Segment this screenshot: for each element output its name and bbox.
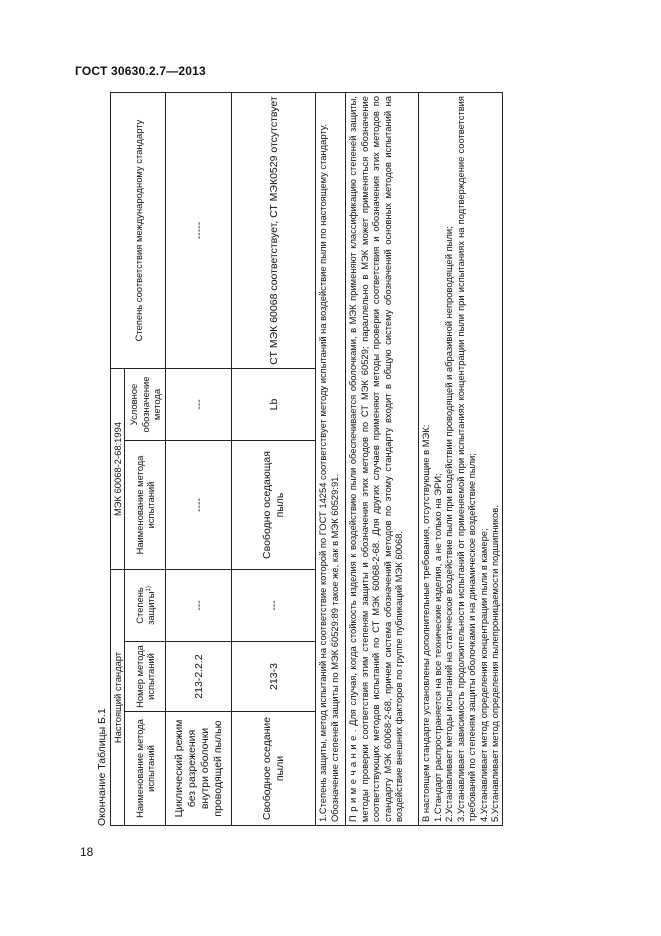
footnote-2: Обозначение степеней защиты по МЭК 60529:89 такое же, как в МЭК 60529:91. — [328, 474, 340, 822]
header-protection — [125, 570, 166, 642]
row1-degree: ----- — [166, 93, 232, 369]
row1-number: 213-2.2.2 — [166, 642, 232, 712]
row2-name: Свободное оседание пыли — [232, 712, 316, 826]
header-method-name: Наименование метода испытаний — [125, 712, 166, 826]
additional-requirements-cell — [419, 93, 502, 826]
note-cell — [346, 93, 419, 826]
list-item: 4.Устанавливает метод определения концентрации пыли в камере; — [477, 528, 489, 822]
footnote-marker: 1) — [146, 586, 153, 592]
footnote-1: 1.Степень защиты, метод испытаний на соответствие которой по ГОСТ 14254 соответствует методу испытаний на воздействие пыли по настоящему стандарту. — [317, 123, 329, 822]
list-item: 3.Устанавливает зависимость продолжительности испытаний от применяемой при испытаниях концентрации пыли при испытаниях на подтверждение соответствия требований по степеням защиты оболочками и на динамическое воздействие пыли; — [454, 96, 478, 822]
row2-degree: СТ МЭК 60068 соответствует, СТ МЭК0529 отсутствует — [232, 93, 316, 369]
header-degree-intl: Степень соответствия международному стандарту — [111, 93, 166, 369]
list-item: 1.Стандарт распространяется на все технические изделия, а не только на ЭРИ; — [431, 473, 443, 822]
header-iec-method-name: Наименование метода испытаний — [125, 441, 166, 570]
page-number: 18 — [80, 845, 94, 859]
note-label: П р и м е ч а н и е . — [347, 729, 359, 822]
row1-iec-name: ---- — [166, 441, 232, 570]
rotated-table-area — [96, 93, 506, 826]
row2-iec-name: Свободно оседающая пыль — [232, 441, 316, 570]
header-method-number: Номер метода испытаний — [125, 642, 166, 712]
row2-iec-designation: Lb — [232, 369, 316, 441]
document-header: ГОСТ 30630.2.7—2013 — [75, 64, 206, 78]
header-protection-text: Степень защиты — [134, 587, 157, 625]
row2-protection: --- — [232, 570, 316, 642]
row1-iec-designation: --- — [166, 369, 232, 441]
table-caption: Окончание Таблицы Б.1 — [96, 708, 108, 826]
list-item: 2.Устанавливает методы испытаний на статическое воздействие пыли при воздействии проводящей и абразивной непроводящей пыли; — [443, 226, 455, 822]
table-row — [232, 93, 316, 826]
footnote-cell — [316, 93, 346, 826]
row1-name: Циклический режим без разрежения внутри оболочки проводящей пылью — [166, 712, 232, 826]
row2-number: 213-3 — [232, 642, 316, 712]
note-text: Для случая, когда стойкость изделия к воздействию пыли обеспечивается оболочками, в МЭК применяют классификацию степеней защиты, методы проверки соответствия этим степеням защиты и обозначения этих методов по СТ МЭК 60529; параллельно в МЭК может применяться обозначение соответствующих методов испытаний по СТ МЭК 60068-2-68. Для других случаев применяют методы проверки соответствия и обозначения этих методов по стандарту МЭК 60068-2-68, причем система обозначений методов по этому стандарту входит в общую систему обозначений основных методов испытаний на воздействие внешних факторов по группе публикаций МЭК 60068. — [347, 95, 405, 822]
header-iec-designation: Условное обозначение метода — [125, 369, 166, 441]
group-header-iec: МЭК 60068-2-68:1994 — [111, 369, 125, 570]
additional-requirements-intro: В настоящем стандарте установлены дополнительные требования, отсутствующие в МЭК: — [420, 424, 432, 822]
group-header-national: Настоящий стандарт — [111, 570, 125, 826]
row1-protection: --- — [166, 570, 232, 642]
comparison-table — [110, 92, 503, 826]
table-row — [166, 93, 232, 826]
list-item: 5.Устанавливает метод определения пылепроницаемости подшипников. — [489, 505, 501, 822]
